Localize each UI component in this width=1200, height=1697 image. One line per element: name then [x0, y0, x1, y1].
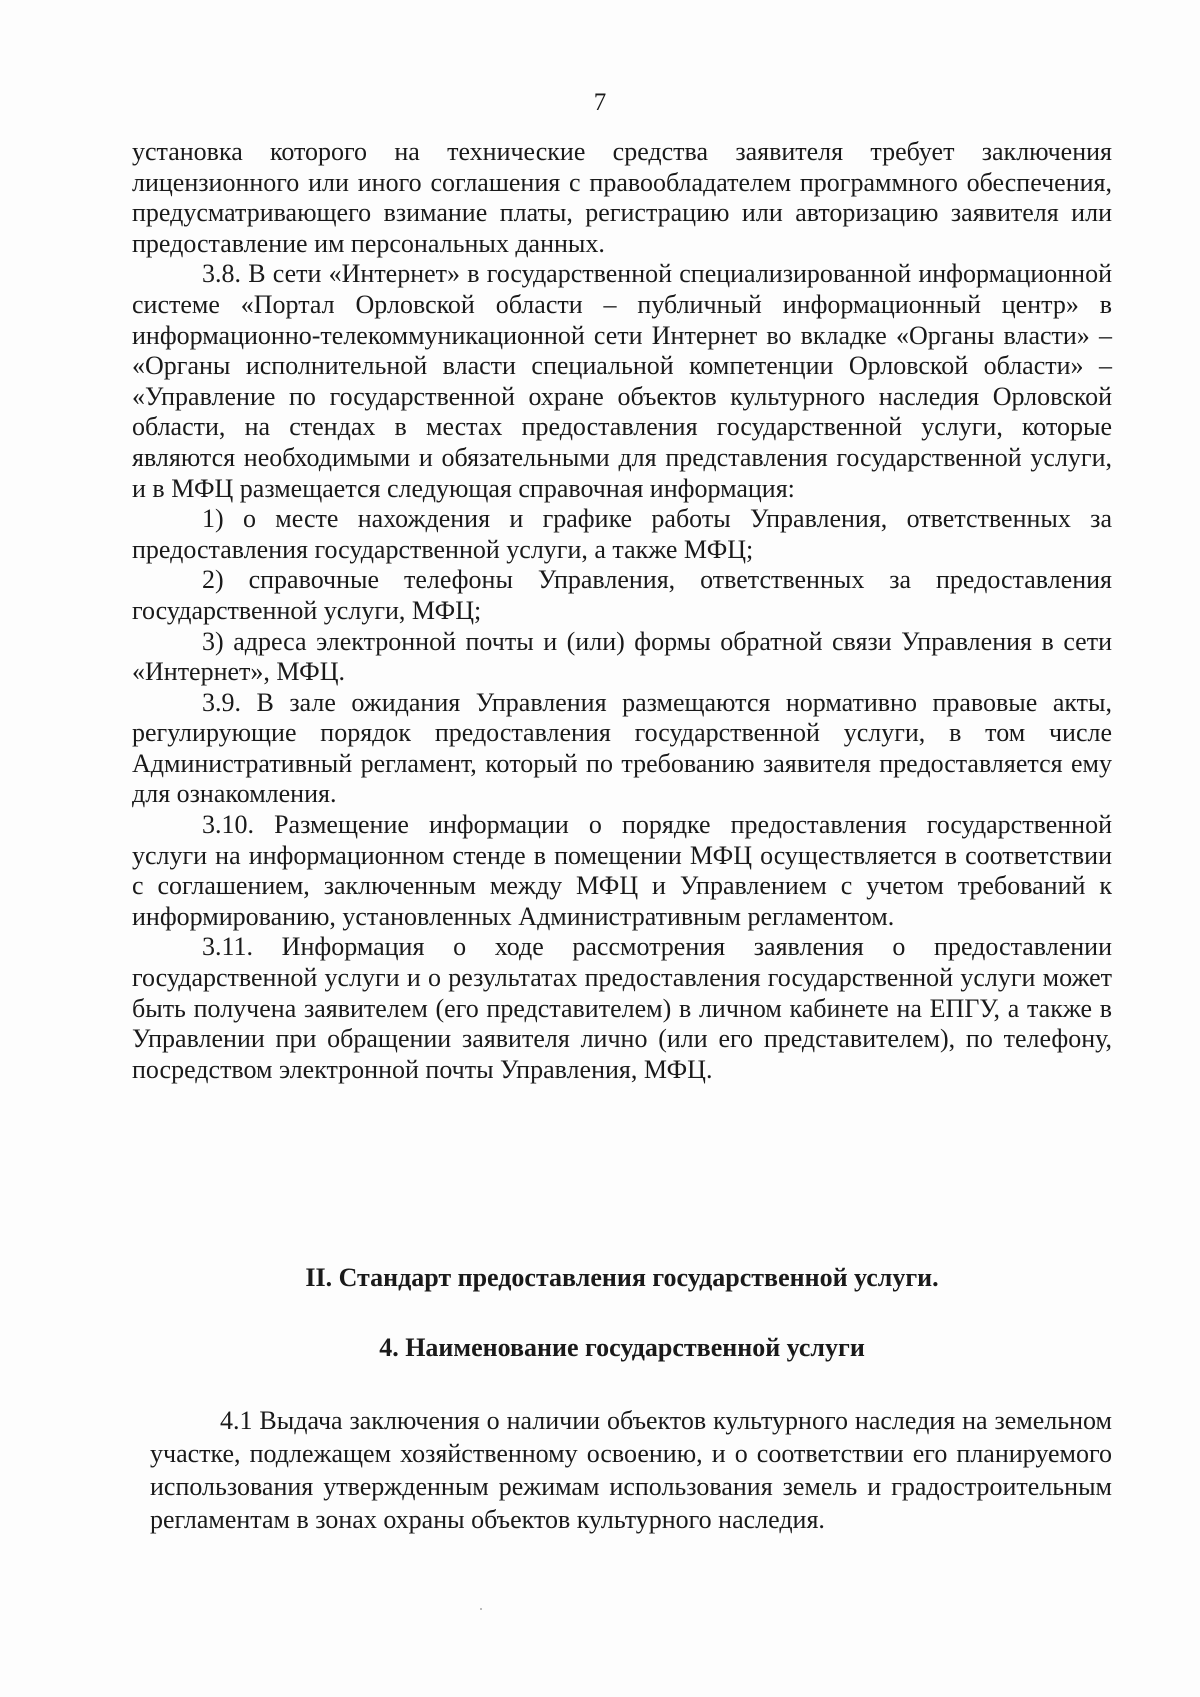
section-heading: II. Стандарт предоставления государственной услуги.: [305, 1263, 939, 1292]
subsection-heading: 4. Наименование государственной услуги: [379, 1333, 865, 1362]
paragraph-3-8: 3.8. В сети «Интернет» в государственной специализированной информационной системе «Портал Орловской области – публичный информационный центр» в информационно-телекоммуникационной сети Интернет во вкладке «Органы власти» – «Органы исполнительной власти специальной компетенции Орловской области» – «Управление по государственной охране объектов культурного наследия Орловской области, на стендах в местах предоставления государственной услуги, которые являются необходимыми и обязательными для представления государственной услуги, и в МФЦ размещается следующая справочная информация:: [132, 259, 1112, 503]
paragraph-3-10: 3.10. Размещение информации о порядке предоставления государственной услуги на информационном стенде в помещении МФЦ осуществляется в соответствии с соглашением, заключенным между МФЦ и Управлением с учетом требований к информированию, установленных Административным регламентом.: [132, 810, 1112, 931]
paragraph-continuation: установка которого на технические средства заявителя требует заключения лицензионного или иного соглашения с правообладателем программного обеспечения, предусматривающего взимание платы, регистрацию или авторизацию заявителя или предоставление им персональных данных.: [132, 137, 1112, 258]
scan-speck: [480, 1608, 482, 1610]
paragraph-3-9: 3.9. В зале ожидания Управления размещаются нормативно правовые акты, регулирующие порядок предоставления государственной услуги, в том числе Административный регламент, который по требованию заявителя предоставляется ему для ознакомления.: [132, 687, 1112, 809]
paragraph-4-1: 4.1 Выдача заключения о наличии объектов культурного наследия на земельном участке, подлежащем хозяйственному освоению, и о соответствии его планируемого использования утвержденным режимам использования земель и градостроительным регламентам в зонах охраны объектов культурного наследия.: [150, 1406, 1112, 1534]
list-item-1: 1) о месте нахождения и графике работы Управления, ответственных за предоставления государственной услуги, а также МФЦ;: [132, 504, 1112, 564]
page-number: 7: [593, 89, 607, 116]
list-item-2: 2) справочные телефоны Управления, ответственных за предоставления государственной услуги, МФЦ;: [132, 565, 1112, 625]
list-item-3: 3) адреса электронной почты и (или) формы обратной связи Управления в сети «Интернет», МФЦ.: [132, 626, 1112, 687]
document-body: [132, 137, 1112, 1085]
section-4-body: [150, 1404, 1112, 1536]
paragraph-3-11: 3.11. Информация о ходе рассмотрения заявления о предоставлении государственной услуги и о результатах предоставления государственной услуги может быть получена заявителем (его представителем) в личном кабинете на ЕПГУ, а также в Управлении при обращении заявителя лично (или его представителем), по телефону, посредством электронной почты Управления, МФЦ.: [132, 932, 1112, 1084]
